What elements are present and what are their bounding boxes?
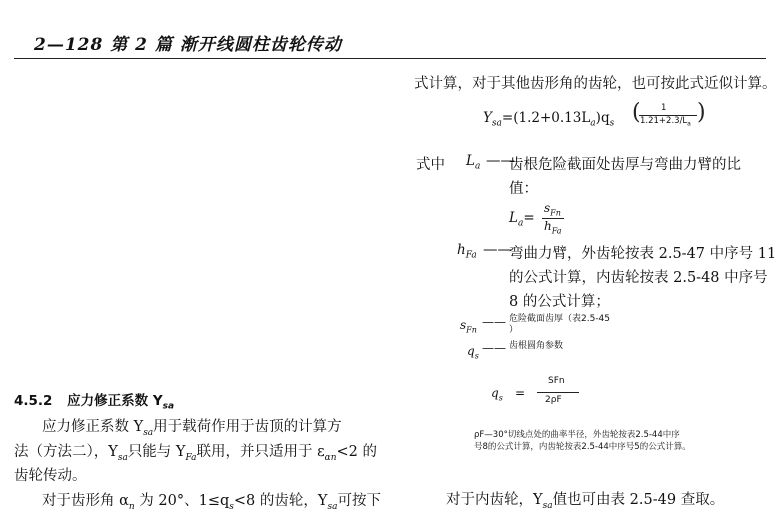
where-label: 式中 (416, 157, 445, 173)
la-sym: L (466, 153, 475, 169)
qs-eq-den: 2ρF (545, 395, 562, 405)
hfa-desc-line1: 弯曲力臂，外齿轮按表 2.5-47 中序号 11 (509, 246, 777, 262)
qs-dash: —— (482, 341, 506, 355)
la-num-sub: Fn (550, 208, 561, 218)
la-eq-num (544, 201, 561, 217)
p1-l2d: <2 的 (336, 444, 377, 460)
qs-eq-sub: s (498, 393, 503, 403)
left-p1-line3: 齿轮传动。 (14, 468, 87, 484)
exp-den-sub: a (687, 120, 691, 128)
left-p2-line1 (42, 489, 381, 512)
section-number: 4.5.2 (14, 393, 53, 409)
p1-l2sub: sa (117, 452, 128, 463)
formula-rhs-sub: a (590, 118, 596, 129)
hfa-desc-line3: 8 的公式计算； (509, 294, 610, 310)
qs-sym: q (467, 344, 475, 358)
formula-ysa (483, 110, 614, 129)
inner-gear-rest: 值也可由表 2.5-49 查取。 (552, 492, 725, 508)
formula-rhs-close: )q (595, 110, 610, 126)
p1-l2a: 法（方法二），Y (14, 444, 118, 460)
la-den-sym: h (544, 219, 552, 233)
page-header: 2—128 第 2 篇 渐开线圆柱齿轮传动 (34, 35, 342, 55)
sfn-desc-line2: ） (509, 325, 519, 335)
inner-gear-note (446, 488, 724, 511)
exp-numerator: 1 (661, 103, 667, 113)
left-p1-line1 (42, 415, 342, 438)
hfa-symbol (457, 242, 477, 261)
p1-l1b: 用于载荷作用于齿顶的计算方 (153, 419, 342, 435)
p2-d: 可按下 (337, 493, 381, 509)
qs-fraction-bar (537, 392, 579, 393)
la-num-sym: s (544, 201, 551, 215)
exp-paren-left: ( (632, 100, 641, 125)
sfn-symbol (460, 318, 477, 334)
section-heading (14, 389, 174, 412)
p1-l2c: 联用，并只适用于 ε (196, 444, 325, 460)
la-eq-sym: L (509, 210, 518, 226)
inner-gear-sub: sa (542, 500, 553, 511)
qs-eq-sign: = (515, 386, 526, 400)
p2-c: <8 的齿轮，Y (233, 493, 328, 509)
right-intro: 式计算，对于其他齿形角的齿轮，也可按此式近似计算。 (414, 76, 777, 92)
p2-sub1: n (128, 501, 135, 512)
header-rule (14, 58, 766, 59)
inner-gear-text: 对于内齿轮，Y (446, 492, 543, 508)
sfn-sub: Fn (466, 325, 477, 335)
la-dash: —— (486, 153, 515, 169)
la-sub: a (474, 161, 481, 172)
qs-symbol (467, 344, 479, 360)
left-p1-line2 (14, 440, 377, 463)
qs-eq-num: SFn (548, 376, 565, 386)
qs-desc: 齿根圆角参数 (509, 341, 564, 351)
p1-l1a: 应力修正系数 Y (42, 419, 144, 435)
p1-l2sub3: αn (324, 452, 337, 463)
hfa-desc-line2: 的公式计算，内齿轮按表 2.5-48 中序号 (509, 270, 768, 286)
formula-rhs: =(1.2+0.13L (501, 110, 591, 126)
hfa-sub: Fa (465, 250, 477, 261)
formula-lhs-sub: sa (491, 118, 502, 129)
p1-l1sub: sa (143, 427, 154, 438)
p2-sub3: sa (327, 501, 338, 512)
la-symbol (466, 153, 480, 172)
p2-sub2: s (229, 501, 234, 512)
formula-q-sub: s (609, 118, 615, 129)
formula-lhs: Y (483, 110, 492, 126)
qs-sub: s (474, 351, 479, 361)
la-eq-den (544, 219, 562, 235)
hfa-dash: —— (483, 242, 512, 258)
p2-a: 对于齿形角 α (42, 493, 129, 509)
exp-den-text: 1.21+2.3/L (640, 116, 688, 126)
hfa-sym: h (457, 242, 466, 258)
la-eq-lhs: $L_a=$ (509, 210, 535, 229)
qs-eq-sym: q (491, 386, 499, 400)
p2-b: 为 20°、1≤q (134, 493, 230, 509)
la-eq-sub: a (517, 218, 524, 229)
note-line2: 号8的公式计算，内齿轮按表2.5-44中序号5的公式计算。 (474, 442, 691, 452)
exp-paren-right: ) (697, 100, 706, 125)
p1-l2sub2: Fa (185, 452, 197, 463)
qs-eq-lhs (491, 386, 503, 402)
note-line1: ρF—30°切线点处的曲率半径，外齿轮按表2.5-44中序 (474, 430, 680, 440)
la-desc-line1: 齿根危险截面处齿厚与弯曲力臂的比 (509, 157, 741, 173)
sfn-desc-line1: 危险截面齿厚（表2.5-45 (509, 314, 611, 324)
exp-denominator (640, 116, 691, 128)
sfn-dash: —— (482, 315, 506, 329)
la-den-sub: Fa (551, 226, 562, 236)
sfn-sym: s (460, 318, 467, 332)
section-title: 应力修正系数 Y (67, 393, 163, 409)
p1-l2b: 只能与 Y (127, 444, 186, 460)
la-desc-line2: 值： (509, 181, 538, 197)
section-title-sub: sa (162, 401, 175, 412)
